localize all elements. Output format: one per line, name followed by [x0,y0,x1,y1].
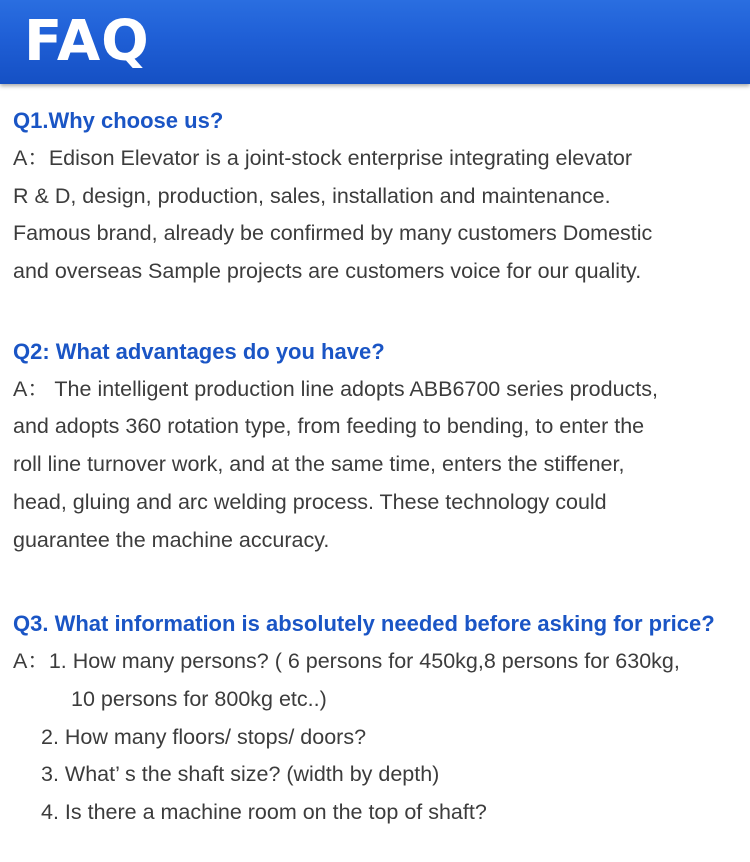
faq-answer [13,371,743,559]
answer-line: 10 persons for 800kg etc..) [71,686,327,711]
answer-line: R & D, design, production, sales, installation and maintenance. [13,183,611,208]
answer-line: and overseas Sample projects are customers voice for our quality. [13,259,642,284]
answer-line: head, gluing and arc welding process. These technology could [13,489,607,514]
answer-line: roll line turnover work, and at the same time, enters the stiffener, [13,452,625,477]
answer-line: Famous brand, already be confirmed by many customers Domestic [13,221,653,246]
answer-line: guarantee the machine accuracy. [13,527,330,552]
faq-item-1 [13,102,743,291]
page-title: FAQ [24,9,150,74]
answer-line: A：1. How many persons? ( 6 persons for 450kg,8 persons for 630kg, [13,649,680,674]
faq-header-banner [0,0,750,84]
answer-line: 3. What’ s the shaft size? (width by depth) [41,762,440,787]
faq-question: Q1.Why choose us? [13,108,224,133]
answer-line: and adopts 360 rotation type, from feeding to bending, to enter the [13,414,645,439]
answer-line: A：Edison Elevator is a joint-stock enterprise integrating elevator [13,146,633,170]
faq-item-2 [13,333,743,559]
faq-content [13,102,743,832]
answer-line: 4. Is there a machine room on the top of shaft? [41,799,487,824]
answer-line: A： The intelligent production line adopts ABB6700 series products, [13,376,659,401]
faq-question: Q3. What information is absolutely needed before asking for price? [13,611,715,637]
faq-answer [13,643,743,831]
faq-item-3 [13,605,743,831]
faq-answer [13,140,743,291]
answer-line: 2. How many floors/ stops/ doors? [41,724,367,749]
faq-question: Q2: What advantages do you have? [13,338,385,364]
